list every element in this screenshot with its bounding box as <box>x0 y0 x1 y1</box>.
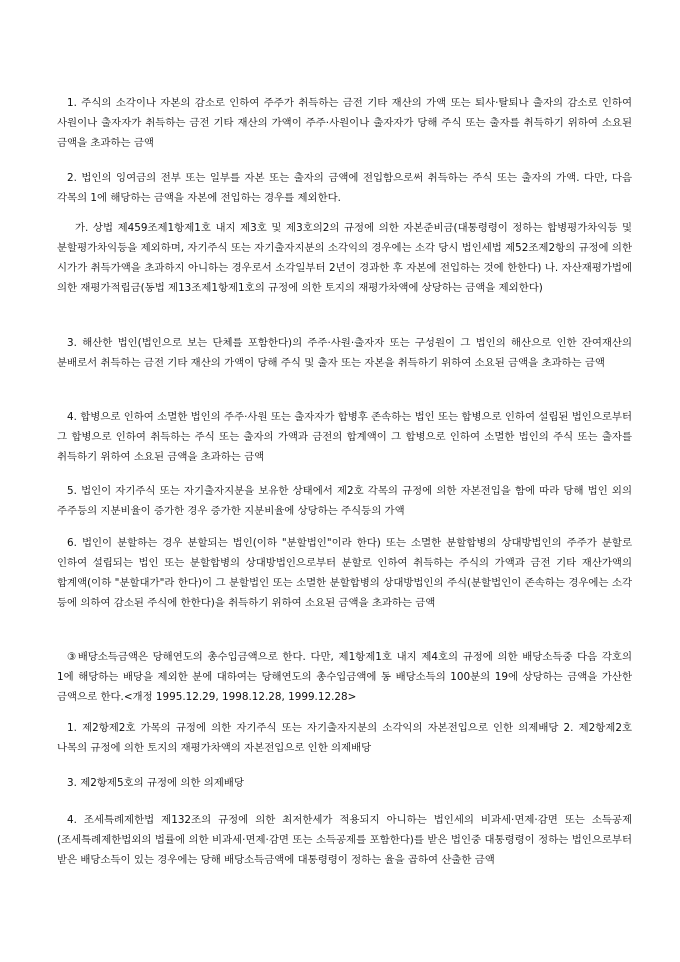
paragraph-clause-3-items-1-2: 1. 제2항제2호 가목의 규정에 의한 자기주식 또는 자기출자지분의 소각익의 자본전입으로 인한 의제배당 2. 제2항제2호 나목의 규정에 의한 토지의 재평가차액의 자본전입으로 인한 의제배당 <box>57 722 632 754</box>
paragraph-item-4: 4. 합병으로 인하여 소멸한 법인의 주주·사원 또는 출자자가 합병후 존속하는 법인 또는 합병으로 인하여 설립된 법인으로부터 그 합병으로 인하여 취득하는 주식 또는 출자의 가액과 금전의 합계액이 그 합병으로 인하여 소멸한 법인의 주식 또는 출자를 취득하기 위하여 소요된 금액을 초과하는 금액 <box>57 411 632 463</box>
paragraph-subitem-ga-na: 가. 상법 제459조제1항제1호 내지 제3호 및 제3호의2의 규정에 의한 자본준비금(대통령령이 정하는 합병평가차익등 및 분할평가차익등을 제외하며, 자기주식 또는 자기출자지분의 소각익의 경우에는 소각 당시 법인세법 제52조제2항의 규정에 의한 시가가 취득가액을 초과하지 아니하는 경우로서 소각일부터 2년이 경과한 후 자본에 전입하는 것에 한한다) 나. 자산재평가법에 의한 재평가적립금(동법 제13조제1항제1호의 규정에 의한 토지의 재평가차액에 상당하는 금액을 제외한다) <box>57 222 632 294</box>
paragraph-clause-3: ③배당소득금액은 당해연도의 총수입금액으로 한다. 다만, 제1항제1호 내지 제4호의 규정에 의한 배당소득중 다음 각호의 1에 해당하는 배당을 제외한 분에 대하여는 당해연도의 총수입금액에 동 배당소득의 100분의 19에 상당하는 금액을 가산한 금액으로 한다.<개정 1995.12.29, 1998.12.28, 1999.12.28> <box>57 651 632 703</box>
paragraph-clause-3-item-3: 3. 제2항제5호의 규정에 의한 의제배당 <box>67 777 244 789</box>
paragraph-item-5: 5. 법인이 자기주식 또는 자기출자지분을 보유한 상태에서 제2호 각목의 규정에 의한 자본전입을 함에 따라 당해 법인 외의 주주등의 지분비율이 증가한 경우 증가한 지분비율에 상당하는 주식등의 가액 <box>57 485 632 517</box>
paragraph-item-2: 2. 법인의 잉여금의 전부 또는 일부를 자본 또는 출자의 금액에 전입함으로써 취득하는 주식 또는 출자의 가액. 다만, 다음 각목의 1에 해당하는 금액을 자본에 전입하는 경우를 제외한다. <box>57 172 632 204</box>
paragraph-clause-3-item-4: 4. 조세특례제한법 제132조의 규정에 의한 최저한세가 적용되지 아니하는 법인세의 비과세·면제·감면 또는 소득공제(조세특례제한법외의 법률에 의한 비과세·면제·감면 또는 소득공제를 포함한다)를 받은 법인중 대통령령이 정하는 법인으로부터 받은 배당소득이 있는 경우에는 당해 배당소득금액에 대통령령이 정하는 율을 곱하여 산출한 금액 <box>57 814 632 866</box>
paragraph-item-1: 1. 주식의 소각이나 자본의 감소로 인하여 주주가 취득하는 금전 기타 재산의 가액 또는 퇴사·탈퇴나 출자의 감소로 인하여 사원이나 출자자가 취득하는 금전 기타 재산의 가액이 주주·사원이나 출자자가 당해 주식 또는 출자를 취득하기 위하여 소요된 금액을 초과하는 금액 <box>57 97 632 149</box>
paragraph-item-6: 6. 법인이 분할하는 경우 분할되는 법인(이하 "분할법인"이라 한다) 또는 소멸한 분할합병의 상대방법인의 주주가 분할로 인하여 설립되는 법인 또는 분할합병의 상대방법인으로부터 분할로 인하여 취득하는 주식의 가액과 금전 기타 재산가액의 합계액(이하 "분할대가"라 한다)이 그 분할법인 또는 소멸한 분할합병의 상대방법인의 주식(분할법인이 존속하는 경우에는 소각 등에 의하여 감소된 주식에 한한다)을 취득하기 위하여 소요된 금액을 초과하는 금액 <box>57 537 632 609</box>
paragraph-item-3: 3. 해산한 법인(법인으로 보는 단체를 포함한다)의 주주·사원·출자자 또는 구성원이 그 법인의 해산으로 인한 잔여재산의 분배로서 취득하는 금전 기타 재산의 가액이 당해 주식 및 출자 또는 자본을 취득하기 위하여 소요된 금액을 초과하는 금액 <box>57 337 632 369</box>
